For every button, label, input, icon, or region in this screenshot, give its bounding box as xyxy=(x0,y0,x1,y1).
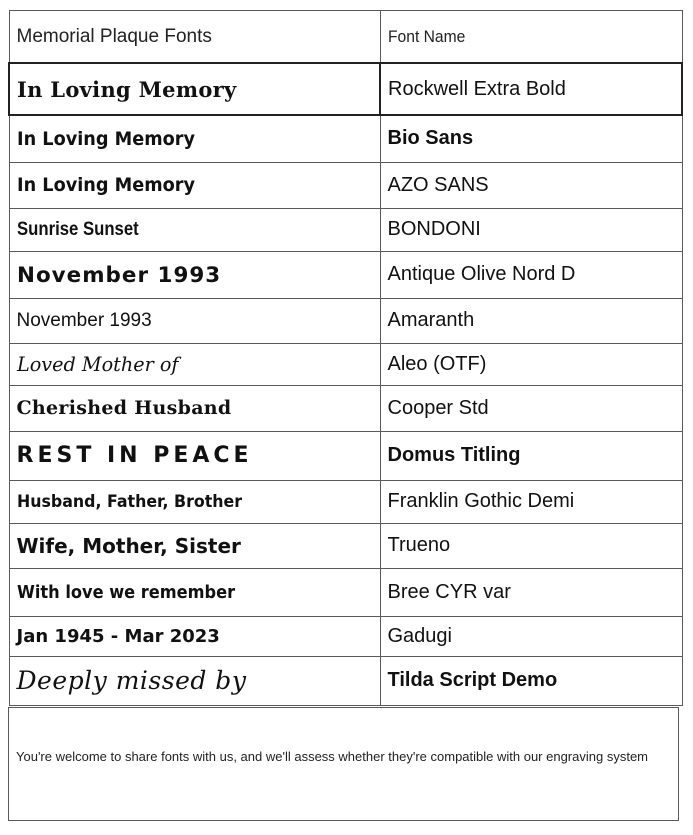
sample-cell xyxy=(9,385,380,431)
sample-cell xyxy=(9,343,380,385)
sample-cell xyxy=(9,208,380,251)
font-sample: In Loving Memory xyxy=(17,76,237,102)
font-name-cell xyxy=(380,162,682,208)
table-row xyxy=(9,343,682,385)
table-row xyxy=(9,480,682,523)
table-row xyxy=(9,431,682,480)
font-sample: November 1993 xyxy=(16,262,221,287)
font-sample: In Loving Memory xyxy=(16,174,195,196)
sample-cell xyxy=(9,480,380,523)
font-name: Trueno xyxy=(387,534,451,556)
font-name-cell xyxy=(380,63,682,115)
sample-cell xyxy=(9,115,380,162)
header-cell-sample xyxy=(9,11,380,64)
font-name: BONDONI xyxy=(387,218,481,240)
header-cell-font xyxy=(380,11,682,64)
font-name: Amaranth xyxy=(387,309,475,331)
sample-cell xyxy=(9,251,380,298)
font-sample: Loved Mother of xyxy=(16,352,179,376)
font-sample: Deeply missed by xyxy=(16,666,247,695)
font-name-cell xyxy=(380,431,682,480)
font-name: Cooper Std xyxy=(387,396,489,419)
table-row xyxy=(9,162,682,208)
table-row xyxy=(9,298,682,343)
font-sample: November 1993 xyxy=(16,309,152,331)
table-row xyxy=(9,385,682,431)
compatibility-note-box xyxy=(8,707,679,821)
font-name-cell xyxy=(380,251,682,298)
font-sample: Cherished Husband xyxy=(16,397,232,419)
compatibility-note-text: You're welcome to share fonts with us, and we'll assess whether they're compatible with our engraving system xyxy=(16,749,648,764)
font-sample: In Loving Memory xyxy=(16,127,195,150)
table-row xyxy=(9,63,682,115)
table-row xyxy=(9,568,682,616)
sample-cell xyxy=(9,523,380,568)
table-row xyxy=(9,656,682,705)
font-name-cell xyxy=(380,523,682,568)
font-table xyxy=(8,10,683,706)
header-font-label: Font Name xyxy=(387,26,465,46)
font-name-cell xyxy=(380,616,682,656)
sample-cell xyxy=(9,568,380,616)
sample-cell xyxy=(9,63,380,115)
sample-cell xyxy=(9,656,380,705)
font-name-cell xyxy=(380,568,682,616)
font-name-cell xyxy=(380,385,682,431)
table-row xyxy=(9,115,682,162)
font-name: Gadugi xyxy=(387,624,452,647)
sample-cell xyxy=(9,298,380,343)
sample-cell xyxy=(9,616,380,656)
font-sample: With love we remember xyxy=(16,581,235,603)
font-sample: Wife, Mother, Sister xyxy=(16,533,241,558)
table-row xyxy=(9,523,682,568)
sample-cell xyxy=(9,162,380,208)
font-sample: Sunrise Sunset xyxy=(16,218,139,240)
sample-cell xyxy=(9,431,380,480)
font-name-cell xyxy=(380,480,682,523)
table-row xyxy=(9,251,682,298)
table-row xyxy=(9,208,682,251)
font-name-cell xyxy=(380,343,682,385)
font-sample: Husband, Father, Brother xyxy=(16,491,242,512)
font-name-cell xyxy=(380,298,682,343)
header-sample-label: Memorial Plaque Fonts xyxy=(16,25,212,47)
font-name: Domus Titling xyxy=(387,444,521,466)
font-name: Bree CYR var xyxy=(387,580,511,603)
font-name: Antique Olive Nord D xyxy=(387,263,576,285)
font-name: AZO SANS xyxy=(387,173,489,196)
font-name-cell xyxy=(380,656,682,705)
table-row xyxy=(9,616,682,656)
font-name-cell xyxy=(380,208,682,251)
table-header-row xyxy=(9,11,682,64)
font-name-cell xyxy=(380,115,682,162)
font-sample: REST IN PEACE xyxy=(16,443,253,468)
font-name: Aleo (OTF) xyxy=(387,352,487,375)
font-name: Franklin Gothic Demi xyxy=(387,490,575,512)
font-name: Rockwell Extra Bold xyxy=(388,77,566,100)
font-name: Bio Sans xyxy=(387,127,474,150)
font-sample: Jan 1945 - Mar 2023 xyxy=(16,625,220,647)
font-name: Tilda Script Demo xyxy=(387,669,558,691)
